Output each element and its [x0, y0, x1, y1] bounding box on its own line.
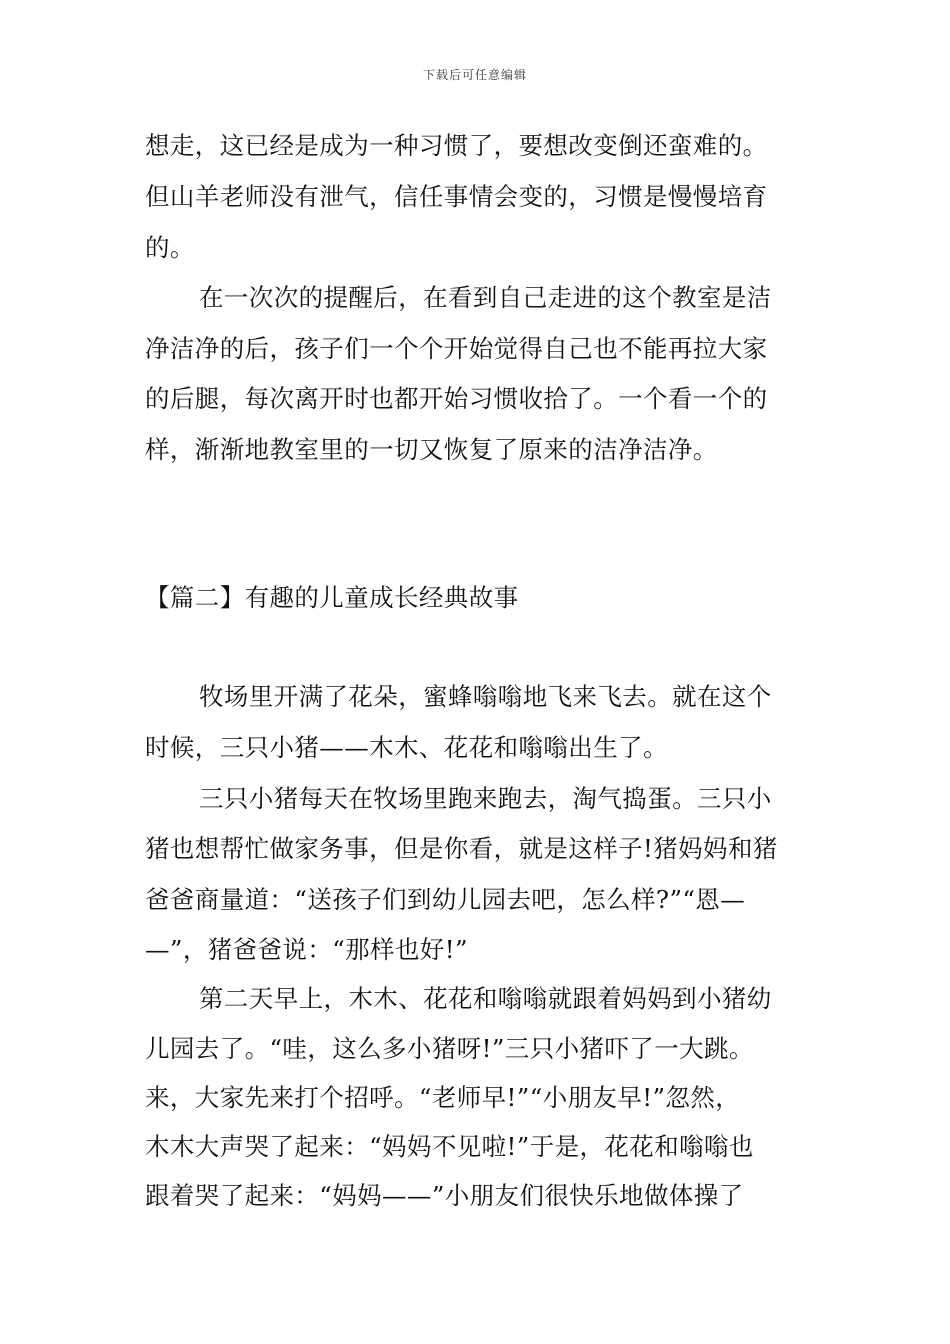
- paragraph-line: 跟着哭了起来：“妈妈——”小朋友们很快乐地做体操了: [145, 1181, 744, 1210]
- paragraph-line: 猪也想帮忙做家务事，但是你看，就是这样子!猪妈妈和猪: [145, 834, 778, 863]
- paragraph-line: 净洁净的后，孩子们一个个开始觉得自己也不能再拉大家: [145, 334, 768, 363]
- paragraph-line: 来，大家先来打个招呼。“老师早!”“小朋友早!”忽然，: [145, 1083, 741, 1112]
- header-note: 下载后可任意编辑: [422, 68, 527, 82]
- paragraph-line: —”，猪爸爸说：“那样也好!”: [145, 935, 468, 964]
- paragraph-line: 第二天早上，木木、花花和嗡嗡就跟着妈妈到小猪幼: [199, 984, 772, 1013]
- paragraph-line: 但山羊老师没有泄气，信任事情会变的，习惯是慢慢培育: [145, 182, 768, 211]
- paragraph-line: 的后腿，每次离开时也都开始习惯收拾了。一个看一个的: [145, 384, 768, 413]
- paragraph-line: 时候，三只小猪——木木、花花和嗡嗡出生了。: [145, 733, 668, 762]
- paragraph-line: 爸爸商量道：“送孩子们到幼儿园去吧，怎么样?”“恩—: [145, 885, 746, 914]
- paragraph-line: 儿园去了。“哇，这么多小猪呀!”三只小猪吓了一大跳。: [145, 1034, 754, 1063]
- paragraph-line: 想走，这已经是成为一种习惯了，要想改变倒还蛮难的。: [145, 131, 768, 160]
- paragraph-line: 木木大声哭了起来：“妈妈不见啦!”于是，花花和嗡嗡也: [145, 1132, 754, 1161]
- paragraph-line: 三只小猪每天在牧场里跑来跑去，淘气捣蛋。三只小: [199, 784, 772, 813]
- section-heading: 【篇二】有趣的儿童成长经典故事: [145, 583, 519, 612]
- paragraph-line: 在一次次的提醒后，在看到自己走进的这个教室是洁: [199, 283, 772, 312]
- paragraph-line: 牧场里开满了花朵，蜜蜂嗡嗡地飞来飞去。就在这个: [199, 682, 772, 711]
- paragraph-line: 样，渐渐地教室里的一切又恢复了原来的洁净洁净。: [145, 435, 718, 464]
- paragraph-line: 的。: [145, 233, 195, 262]
